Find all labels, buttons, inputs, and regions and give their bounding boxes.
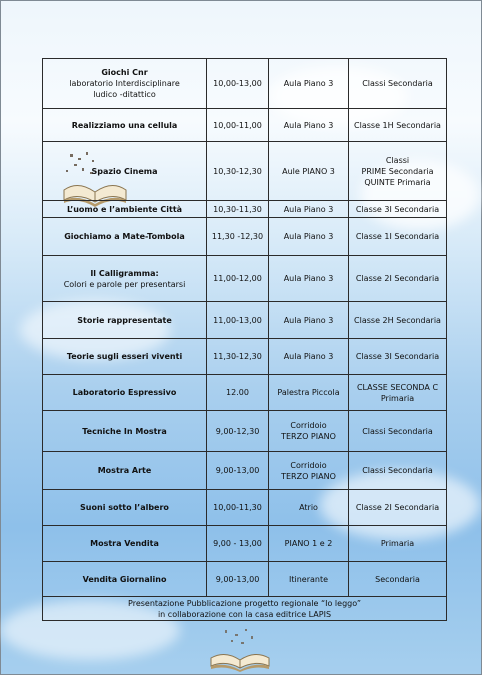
place-cell: Corridoio TERZO PIANO (269, 452, 349, 490)
place-cell: Aula Piano 3 (269, 59, 349, 109)
table-row (43, 411, 447, 452)
time-cell: 10,30-12,30 (207, 142, 269, 201)
activity-cell (43, 59, 207, 109)
place-cell: Aula Piano 3 (269, 339, 349, 375)
class-cell: Classe 2H Secondaria (349, 302, 447, 339)
table-row (43, 490, 447, 526)
time-cell: 11,30-12,30 (207, 339, 269, 375)
activity-cell: Vendita Giornalino (43, 562, 207, 597)
class-cell: Classi Secondaria (349, 452, 447, 490)
class-cell: Classe 3I Secondaria (349, 339, 447, 375)
table-row (43, 526, 447, 562)
activity-cell (43, 256, 207, 302)
class-cell: Classe 2I Secondaria (349, 256, 447, 302)
place-cell: Aula Piano 3 (269, 201, 349, 218)
activity-cell: Teorie sugli esseri viventi (43, 339, 207, 375)
class-cell: Classi Secondaria (349, 59, 447, 109)
class-cell: Classe 3I Secondaria (349, 201, 447, 218)
time-cell: 9,00 - 13,00 (207, 526, 269, 562)
place-cell: Corridoio TERZO PIANO (269, 411, 349, 452)
activity-subtitle: laboratorio Interdisciplinare ludico -ditattico (69, 79, 180, 99)
table-row (43, 339, 447, 375)
class-cell: Classe 2I Secondaria (349, 490, 447, 526)
activity-cell: Storie rappresentate (43, 302, 207, 339)
place-cell: Aula Piano 3 (269, 302, 349, 339)
activity-title: Giochi Cnr (101, 68, 148, 77)
time-cell: 10,00-11,30 (207, 490, 269, 526)
time-cell: 11,00-13,00 (207, 302, 269, 339)
table-row (43, 256, 447, 302)
place-cell: PIANO 1 e 2 (269, 526, 349, 562)
table-row (43, 142, 447, 201)
table-row (43, 375, 447, 411)
class-cell: Classi PRIME Secondaria QUINTE Primaria (349, 142, 447, 201)
class-cell: Classe 1H Secondaria (349, 109, 447, 142)
class-cell: Secondaria (349, 562, 447, 597)
activity-cell: Spazio Cinema (43, 142, 207, 201)
time-cell: 11,30 -12,30 (207, 218, 269, 256)
schedule-table (42, 58, 447, 621)
footer-note: Presentazione Pubblicazione progetto regionale “Io leggo” in collaborazione con la casa editrice LAPIS (43, 597, 447, 621)
time-cell: 10,00-13,00 (207, 59, 269, 109)
table-row (43, 562, 447, 597)
time-cell: 9,00-12,30 (207, 411, 269, 452)
place-cell: Aula Piano 3 (269, 218, 349, 256)
table-row (43, 59, 447, 109)
activity-cell: Mostra Vendita (43, 526, 207, 562)
class-cell: Classe 1I Secondaria (349, 218, 447, 256)
place-cell: Aula Piano 3 (269, 109, 349, 142)
table-row (43, 201, 447, 218)
class-cell: Primaria (349, 526, 447, 562)
activity-title: Il Calligramma: (90, 268, 159, 278)
place-cell: Palestra Piccola (269, 375, 349, 411)
time-cell: 12.00 (207, 375, 269, 411)
place-cell: Aula Piano 3 (269, 256, 349, 302)
table-footer-row (43, 597, 447, 621)
table-row (43, 218, 447, 256)
class-cell: Classi Secondaria (349, 411, 447, 452)
time-cell: 9,00-13,00 (207, 452, 269, 490)
activity-cell: Mostra Arte (43, 452, 207, 490)
activity-cell: Giochiamo a Mate-Tombola (43, 218, 207, 256)
activity-cell: Laboratorio Espressivo (43, 375, 207, 411)
time-cell: 11,00-12,00 (207, 256, 269, 302)
table-row (43, 452, 447, 490)
activity-subtitle: Colori e parole per presentarsi (63, 279, 186, 289)
activity-cell: Suoni sotto l’albero (43, 490, 207, 526)
time-cell: 9,00-13,00 (207, 562, 269, 597)
time-cell: 10,30-11,30 (207, 201, 269, 218)
activity-cell: Tecniche In Mostra (43, 411, 207, 452)
table-row (43, 302, 447, 339)
activity-cell: L’uomo e l’ambiente Città (43, 201, 207, 218)
open-book-icon (205, 628, 275, 672)
place-cell: Aule PIANO 3 (269, 142, 349, 201)
place-cell: Atrio (269, 490, 349, 526)
place-cell: Itinerante (269, 562, 349, 597)
table-row (43, 109, 447, 142)
class-cell: CLASSE SECONDA C Primaria (349, 375, 447, 411)
activity-cell: Realizziamo una cellula (43, 109, 207, 142)
time-cell: 10,00-11,00 (207, 109, 269, 142)
